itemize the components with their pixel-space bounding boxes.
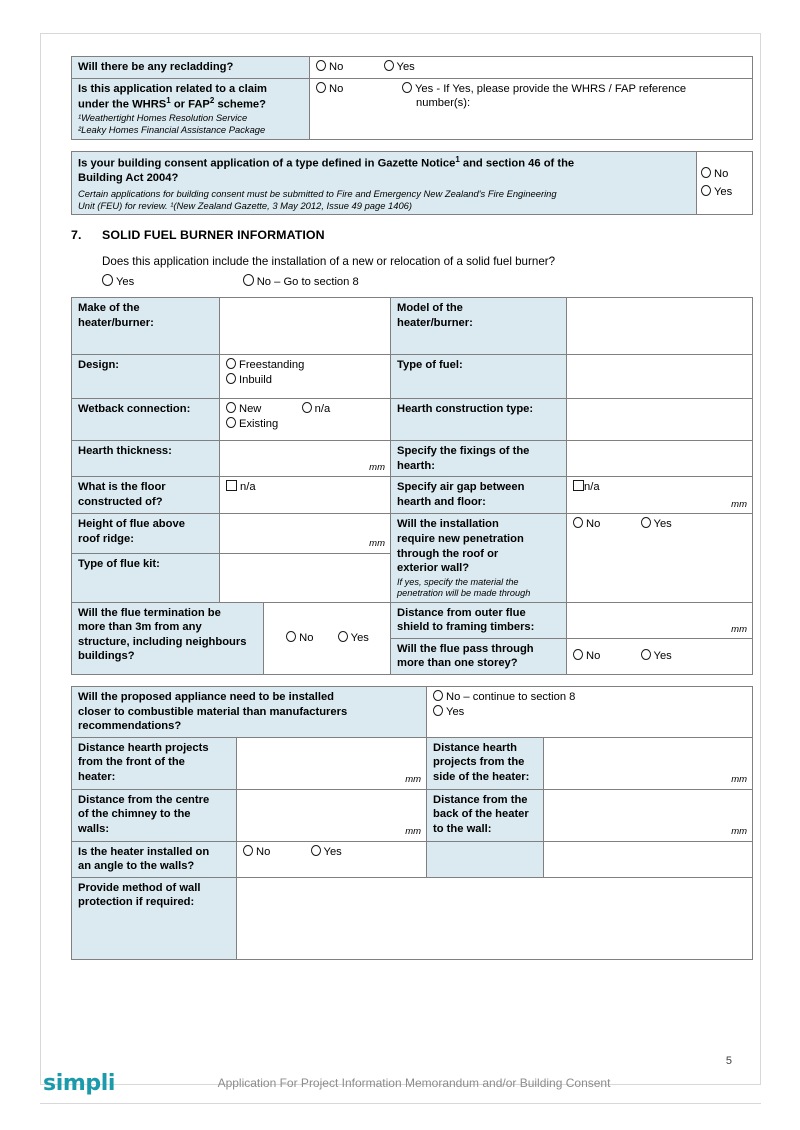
angle-options-cell [237, 841, 427, 877]
spacer [71, 675, 752, 686]
penetration-yes-label: Yes [653, 518, 672, 531]
termination-yes-label: Yes [350, 632, 369, 645]
make-label-line1: Make of the [78, 302, 140, 315]
whrs-yes-label: Yes - If Yes, please provide the WHRS / FAP reference [415, 82, 687, 95]
wetback-row-1 [226, 402, 385, 417]
angle-no-label: No [256, 845, 271, 858]
airgap-label-line1: Specify air gap between [397, 481, 525, 494]
recladding-yes-option[interactable] [384, 60, 415, 75]
gazette-table [71, 151, 753, 215]
table-row-design-fuel [72, 355, 753, 399]
section-7-options [102, 274, 752, 288]
hearth-thickness-label: Hearth thickness: [78, 445, 172, 458]
airgap-input-cell[interactable] [567, 477, 753, 514]
flue-height-input-cell[interactable] [220, 514, 391, 553]
termination-no-label: No [299, 632, 314, 645]
radio-icon[interactable] [243, 845, 253, 856]
combustible-no-label: No – continue to section 8 [446, 690, 576, 703]
radio-icon[interactable] [226, 417, 236, 428]
table-row-gazette [72, 151, 753, 214]
mm-unit-label: mm [369, 538, 385, 550]
penetration-note-line1: If yes, specify the material the [397, 576, 519, 587]
section7-no-option[interactable] [243, 274, 359, 288]
mm-unit-label: mm [731, 623, 747, 635]
wetback-new-label: New [239, 403, 262, 416]
whrs-question-cell [72, 78, 310, 139]
angle-blank-shaded-cell [427, 841, 544, 877]
whrs-no-wrapper [316, 82, 402, 111]
recladding-no-label: No [329, 61, 344, 73]
back-label-line2: back of the heater [433, 808, 529, 821]
design-inbuild-label: Inbuild [239, 373, 272, 386]
radio-icon[interactable] [641, 649, 651, 660]
back-label-line1: Distance from the [433, 793, 528, 806]
angle-blank-cell [544, 841, 753, 877]
whrs-yes-wrapper [402, 82, 747, 111]
storey-no-label: No [586, 650, 601, 663]
section-7-number: 7. [71, 228, 82, 243]
combustible-yes-option[interactable] [433, 705, 747, 720]
storey-options-cell [567, 638, 753, 674]
floor-input-cell[interactable] [220, 477, 391, 514]
table-row-make-model [72, 298, 753, 355]
section-7-title: SOLID FUEL BURNER INFORMATION [102, 228, 325, 243]
penetration-label-line4: exterior wall? [397, 562, 470, 575]
whrs-question-line2: under the WHRS [78, 98, 167, 111]
radio-icon[interactable] [573, 517, 583, 528]
model-label-line1: Model of the [397, 302, 463, 315]
design-inbuild-option[interactable] [226, 373, 385, 388]
flue-height-label-cell [72, 514, 220, 553]
wetback-existing-label: Existing [239, 417, 279, 430]
fuel-label: Type of fuel: [397, 359, 463, 372]
outer-flue-label-cell [391, 602, 567, 638]
table-row-thickness-fixings [72, 441, 753, 477]
angle-yes-label: Yes [323, 845, 342, 858]
mm-unit-label: mm [731, 499, 747, 511]
design-label: Design: [78, 359, 120, 372]
whrs-sup-2: 2 [209, 96, 215, 106]
penetration-no-label: No [586, 518, 601, 531]
penetration-label-line3: through the roof or [397, 547, 499, 560]
section-7-question: Does this application include the installation of a new or relocation of a solid fuel burner? [102, 255, 556, 269]
airgap-label-cell [391, 477, 567, 514]
penetration-yes-option[interactable] [641, 517, 672, 532]
radio-icon[interactable] [316, 60, 326, 71]
fixings-input-cell[interactable] [567, 441, 753, 477]
radio-icon[interactable] [311, 845, 321, 856]
mm-unit-label: mm [731, 774, 748, 786]
combustible-label-cell [72, 686, 427, 737]
burner-details-table [71, 297, 753, 675]
gazette-question-line1: Is your building consent application of a type defined in Gazette Notice [78, 157, 456, 170]
mm-unit-label: mm [405, 826, 422, 838]
gazette-no-label: No [714, 167, 729, 180]
side-label-line1: Distance hearth [433, 741, 517, 754]
section7-no-label: No – Go to section 8 [256, 276, 359, 289]
make-input-cell[interactable] [220, 298, 391, 355]
wall-protection-label-cell [72, 877, 237, 959]
model-label-line2: heater/burner: [397, 316, 473, 329]
page-footer [0, 1051, 800, 1130]
outer-flue-input-cell[interactable] [567, 602, 753, 638]
page-content [71, 56, 752, 960]
radio-icon[interactable] [338, 631, 348, 642]
floor-label-line2: constructed of? [78, 495, 163, 508]
radio-icon[interactable] [226, 402, 236, 413]
angle-label-cell [72, 841, 237, 877]
front-label-line3: heater: [78, 770, 116, 783]
simpli-logo: simpli [43, 1071, 115, 1096]
side-label-line3: side of the heater: [433, 770, 530, 783]
page-number: 5 [725, 1055, 732, 1067]
whrs-yes-label-line2: number(s): [416, 97, 471, 110]
whrs-no-option[interactable] [316, 82, 343, 97]
gazette-no-option[interactable] [701, 167, 747, 182]
wetback-na-option[interactable] [302, 402, 331, 417]
side-label-cell [427, 737, 544, 789]
termination-label-cell [72, 602, 264, 674]
wall-protection-label-line1: Provide method of wall [78, 881, 201, 894]
flue-height-label-line1: Height of flue above [78, 518, 185, 531]
radio-icon[interactable] [573, 649, 583, 660]
whrs-options-cell [310, 78, 753, 139]
penetration-note-line2: penetration will be made through [397, 587, 531, 598]
storey-yes-label: Yes [653, 650, 672, 663]
whrs-note-2: ²Leaky Homes Financial Assistance Package [78, 124, 266, 136]
chimney-input-cell[interactable] [237, 789, 427, 841]
floor-label-cell [72, 477, 220, 514]
wetback-na-label: n/a [314, 403, 331, 416]
front-label-line2: from the front of the [78, 756, 185, 769]
chimney-label-line2: of the chimney to the [78, 808, 191, 821]
whrs-no-label: No [329, 82, 344, 95]
angle-label-line2: an angle to the walls? [78, 860, 195, 873]
fixings-label-cell [391, 441, 567, 477]
section7-yes-option[interactable] [102, 274, 134, 288]
radio-icon[interactable] [641, 517, 651, 528]
floor-na-label: n/a [240, 481, 256, 494]
front-input-cell[interactable] [237, 737, 427, 789]
wall-protection-input-cell[interactable] [237, 877, 753, 959]
termination-label-line2: more than 3m from any [78, 621, 202, 634]
termination-options-cell [264, 602, 391, 674]
design-options-cell [220, 355, 391, 399]
clearance-table [71, 686, 753, 960]
section7-yes-label: Yes [116, 276, 135, 289]
angle-no-option[interactable] [243, 845, 270, 860]
penetration-label-cell [391, 514, 567, 602]
penetration-options-cell [567, 514, 753, 602]
combustible-no-option[interactable] [433, 690, 747, 705]
recladding-yes-label: Yes [396, 61, 415, 73]
design-freestanding-label: Freestanding [239, 359, 305, 372]
radio-icon[interactable] [316, 82, 326, 93]
chimney-label-line1: Distance from the centre [78, 793, 210, 806]
outer-flue-label-line1: Distance from outer flue [397, 606, 526, 619]
checkbox-icon[interactable] [226, 480, 237, 491]
floor-label-line1: What is the floor [78, 481, 166, 494]
flue-kit-input-cell[interactable] [220, 553, 391, 602]
airgap-na-option[interactable] [573, 480, 600, 495]
table-row-floor-airgap [72, 477, 753, 514]
back-input-cell[interactable] [544, 789, 753, 841]
front-label-cell [72, 737, 237, 789]
recladding-no-option[interactable] [316, 60, 343, 75]
spacer [71, 288, 752, 297]
flue-height-label-line2: roof ridge: [78, 532, 134, 545]
radio-icon[interactable] [433, 705, 443, 716]
table-row-flue-height-penetration [72, 514, 753, 553]
combustible-options-cell [427, 686, 753, 737]
combustible-label-line1: Will the proposed appliance need to be installed [78, 690, 335, 703]
spacer [71, 140, 752, 151]
storey-label-cell [391, 638, 567, 674]
radio-icon[interactable] [226, 358, 236, 369]
fuel-input-cell[interactable] [567, 355, 753, 399]
table-row-wall-protection [72, 877, 753, 959]
termination-label-line4: buildings? [78, 650, 135, 663]
penetration-label-line2: require new penetration [397, 532, 524, 545]
hearth-construction-input-cell[interactable] [567, 399, 753, 441]
gazette-question-line2: Building Act 2004? [78, 172, 179, 185]
radio-icon[interactable] [433, 690, 443, 701]
checkbox-icon[interactable] [573, 480, 584, 491]
make-label-line2: heater/burner: [78, 316, 154, 329]
fixings-label-line2: hearth: [397, 459, 435, 472]
table-row-recladding [72, 57, 753, 79]
back-label-cell [427, 789, 544, 841]
gazette-question-cell [72, 151, 697, 214]
angle-label-line1: Is the heater installed on [78, 845, 210, 858]
table-row-whrs-claim [72, 78, 753, 139]
whrs-question-line2b: or FAP [170, 98, 210, 111]
gazette-note-line2: Unit (FEU) for review. ¹(New Zealand Gazette, 3 May 2012, Issue 49 page 1406) [78, 199, 413, 211]
table-row-hearth-front-side [72, 737, 753, 789]
wetback-label-cell [72, 399, 220, 441]
document-page [40, 33, 761, 1085]
gazette-yes-option[interactable] [701, 185, 747, 200]
mm-unit-label: mm [731, 826, 748, 838]
chimney-label-line3: walls: [78, 822, 110, 835]
radio-icon[interactable] [701, 167, 711, 178]
gazette-note-line1: Certain applications for building consent must be submitted to Fire and Emergency New Zealand's Fire Engineering [78, 187, 557, 199]
termination-label-line3: structure, including neighbours [78, 635, 247, 648]
table-row-wetback-hearth [72, 399, 753, 441]
penetration-no-option[interactable] [573, 517, 600, 532]
model-label-cell [391, 298, 567, 355]
design-freestanding-option[interactable] [226, 358, 385, 373]
flue-kit-label-cell [72, 553, 220, 602]
wetback-new-option[interactable] [226, 402, 261, 417]
radio-icon[interactable] [102, 274, 113, 286]
radio-icon[interactable] [226, 373, 236, 384]
airgap-na-label: n/a [584, 481, 600, 494]
combustible-yes-label: Yes [446, 705, 465, 718]
table-row-combustible [72, 686, 753, 737]
flue-kit-label: Type of flue kit: [78, 557, 160, 570]
gazette-sup: 1 [455, 154, 460, 164]
mm-unit-label: mm [405, 774, 422, 786]
hearth-thickness-label-cell [72, 441, 220, 477]
penetration-label-line1: Will the installation [397, 518, 499, 531]
model-input-cell[interactable] [567, 298, 753, 355]
storey-label-line1: Will the flue pass through [397, 642, 534, 655]
combustible-label-line2: closer to combustible material than manufacturers [78, 705, 348, 718]
radio-icon[interactable] [384, 60, 394, 71]
wetback-existing-option[interactable] [226, 417, 385, 432]
gazette-question-line1b: and section 46 of the [459, 157, 575, 170]
design-label-cell [72, 355, 220, 399]
gazette-options-cell [697, 151, 753, 214]
whrs-question-line1: Is this application related to a claim [78, 82, 267, 95]
hearth-construction-label: Hearth construction type: [397, 403, 534, 416]
floor-na-option[interactable] [226, 480, 256, 495]
side-input-cell[interactable] [544, 737, 753, 789]
radio-icon[interactable] [286, 631, 296, 642]
storey-yes-option[interactable] [641, 649, 672, 664]
gazette-yes-label: Yes [714, 186, 733, 199]
angle-yes-option[interactable] [311, 845, 342, 860]
footer-title: Application For Project Information Memorandum and/or Building Consent [217, 1076, 611, 1090]
whrs-question-line2c: scheme? [214, 98, 266, 111]
table-row-flue-termination [72, 602, 753, 638]
recladding-question-label: Will there be any recladding? [78, 61, 234, 73]
recladding-question-cell [72, 57, 310, 79]
combustible-label-line3: recommendations? [78, 720, 182, 733]
radio-icon[interactable] [402, 82, 412, 93]
section-7-heading [71, 228, 752, 242]
fixings-label-line1: Specify the fixings of the [397, 445, 530, 458]
outer-flue-label-line2: shield to framing timbers: [397, 621, 535, 634]
side-label-line2: projects from the [433, 756, 525, 769]
radio-icon[interactable] [701, 185, 711, 196]
make-label-cell [72, 298, 220, 355]
mm-unit-label: mm [369, 462, 385, 474]
wetback-options-cell [220, 399, 391, 441]
hearth-thickness-input-cell[interactable] [220, 441, 391, 477]
radio-icon[interactable] [243, 274, 254, 286]
termination-yes-option[interactable] [338, 631, 369, 646]
radio-icon[interactable] [302, 402, 312, 413]
wetback-label: Wetback connection: [78, 403, 191, 416]
recladding-table [71, 56, 753, 140]
storey-no-option[interactable] [573, 649, 600, 664]
wall-protection-label-line2: protection if required: [78, 896, 195, 909]
footer-divider [40, 1103, 761, 1104]
hearth-construction-label-cell [391, 399, 567, 441]
whrs-note-1: ¹Weathertight Homes Resolution Service [78, 112, 248, 124]
whrs-sup-1: 1 [166, 96, 171, 106]
table-row-angle [72, 841, 753, 877]
table-row-chimney-back [72, 789, 753, 841]
storey-label-line2: more than one storey? [397, 657, 518, 670]
front-label-line1: Distance hearth projects [78, 741, 209, 754]
termination-label-line1: Will the flue termination be [78, 606, 221, 619]
back-label-line3: to the wall: [433, 822, 492, 835]
airgap-label-line2: hearth and floor: [397, 495, 486, 508]
termination-no-option[interactable] [286, 631, 313, 646]
fuel-label-cell [391, 355, 567, 399]
chimney-label-cell [72, 789, 237, 841]
recladding-options-cell [310, 57, 753, 79]
